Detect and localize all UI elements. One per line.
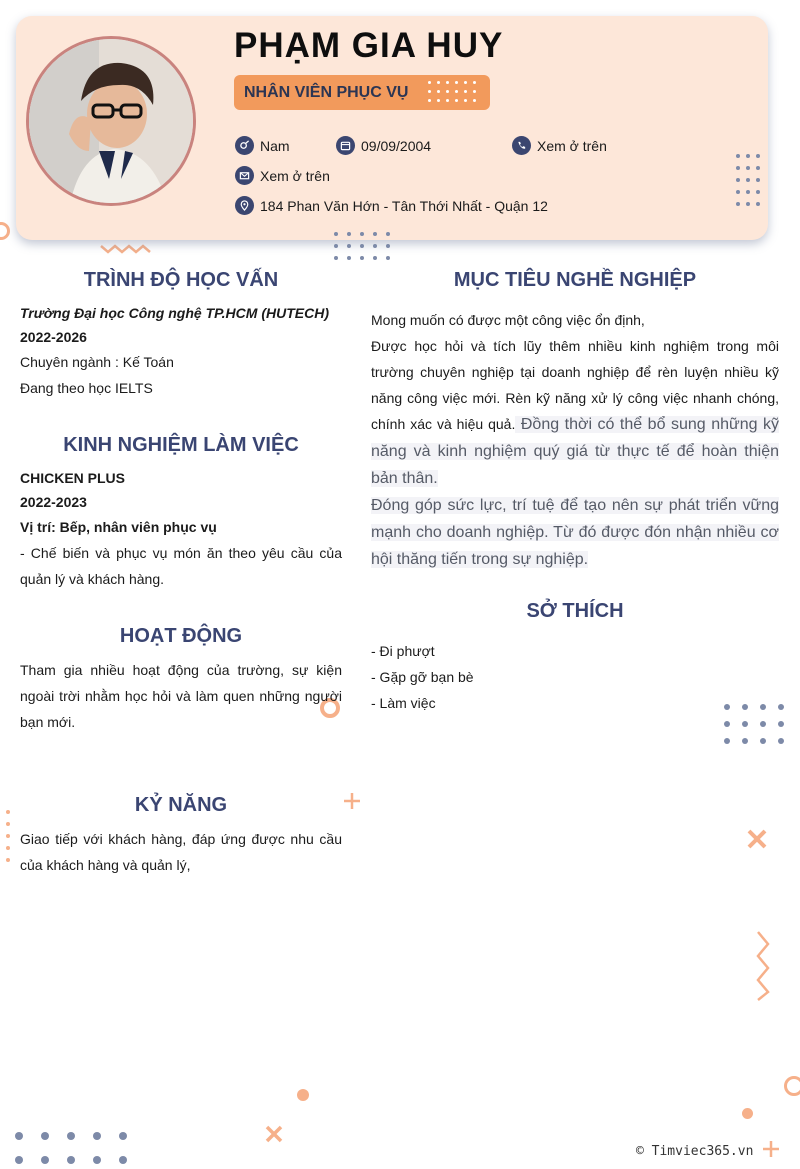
birthday-value: 09/09/2004 xyxy=(361,137,432,154)
decor-plus-bottom-right xyxy=(762,1140,780,1158)
objective-para-start: Được học hỏi và tích lũy thêm nhiều kinh nghiệm trong môi trường chuyên nghiệp tại doanh nghiệp để rèn luyện nhiều kỹ năng công việc mới. Rèn kỹ năng xử lý công việc nhanh chóng, chính xác và hiệu quả. xyxy=(371,338,779,432)
contact-phone xyxy=(512,136,607,155)
experience-description: - Chế biến và phục vụ món ăn theo yêu cầu của quản lý và khách hàng. xyxy=(20,545,342,587)
phone-value: Xem ở trên xyxy=(537,137,607,154)
experience-title: KINH NGHIỆM LÀM VIỆC xyxy=(63,434,299,456)
objective-title: MỤC TIÊU NGHỀ NGHIỆP xyxy=(453,269,697,291)
location-pin-icon xyxy=(235,196,254,215)
education-title: TRÌNH ĐỘ HỌC VẤN xyxy=(83,269,279,291)
hobby-item: - Gặp gỡ bạn bè xyxy=(371,669,474,685)
education-years: 2022-2026 xyxy=(20,329,87,345)
hobby-item: - Làm việc xyxy=(371,695,436,711)
contact-address xyxy=(235,196,548,215)
decor-cross-right xyxy=(746,828,768,850)
gender-icon xyxy=(235,136,254,155)
footer-watermark: © Timviec365.vn xyxy=(636,1144,754,1159)
skills-text: Giao tiếp với khách hàng, đáp ứng được nhu cầu của khách hàng và quản lý, xyxy=(20,831,342,873)
activities-text: Tham gia nhiều hoạt động của trường, sự kiện ngoài trời nhằm học hỏi và làm quen những người bạn mới. xyxy=(20,662,342,730)
email-value: Xem ở trên xyxy=(260,167,330,184)
objective-para-grey: Đồng thời có thể bổ sung những kỹ năng và kinh nghiệm quý giá từ thực tế để hoàn thiện bản thân. xyxy=(371,416,779,487)
education-note: Đang theo học IELTS xyxy=(20,380,153,396)
decor-ring-bottom-right xyxy=(784,1076,800,1096)
address-value: 184 Phan Văn Hớn - Tân Thới Nhất - Quận 12 xyxy=(260,197,548,214)
objective-line1: Mong muốn có được một công việc ổn định, xyxy=(371,312,645,328)
decor-plus-middle xyxy=(343,792,361,810)
experience-company: CHICKEN PLUS xyxy=(20,470,126,486)
experience-years: 2022-2023 xyxy=(20,494,87,510)
hobbies-title: SỞ THÍCH xyxy=(526,600,624,622)
candidate-name: PHẠM GIA HUY xyxy=(234,26,504,65)
education-school: Trường Đại học Công nghệ TP.HCM (HUTECH) xyxy=(20,305,329,321)
activities-title: HOẠT ĐỘNG xyxy=(119,625,243,647)
contact-email xyxy=(235,166,330,185)
contact-birthday xyxy=(336,136,431,155)
contact-gender xyxy=(235,136,290,155)
decor-zigzag-top xyxy=(100,242,154,254)
skills-title: KỶ NĂNG xyxy=(134,794,228,816)
calendar-icon xyxy=(336,136,355,155)
decor-zigzag-right xyxy=(756,930,770,1002)
phone-icon xyxy=(512,136,531,155)
decor-dot-right xyxy=(742,1108,753,1119)
gender-value: Nam xyxy=(260,137,290,154)
job-title: NHÂN VIÊN PHỤC VỤ xyxy=(244,84,409,101)
decor-ring-left xyxy=(0,222,10,240)
objective-para2: Đóng góp sức lực, trí tuệ để tạo nên sự phát triển vững mạnh cho doanh nghiệp. Từ đó được đón nhận nhiều cơ hội thăng tiến trong sự nghiệp. xyxy=(371,497,779,568)
hobby-item: - Đi phượt xyxy=(371,643,435,659)
avatar xyxy=(26,36,196,206)
objective-paragraph xyxy=(371,333,779,573)
job-title-badge xyxy=(234,75,490,110)
experience-position: Vị trí: Bếp, nhân viên phục vụ xyxy=(20,519,217,535)
decor-dot-bottom xyxy=(297,1089,309,1101)
decor-cross-bottom xyxy=(264,1124,284,1144)
education-major: Chuyên ngành : Kế Toán xyxy=(20,354,174,370)
mail-icon xyxy=(235,166,254,185)
